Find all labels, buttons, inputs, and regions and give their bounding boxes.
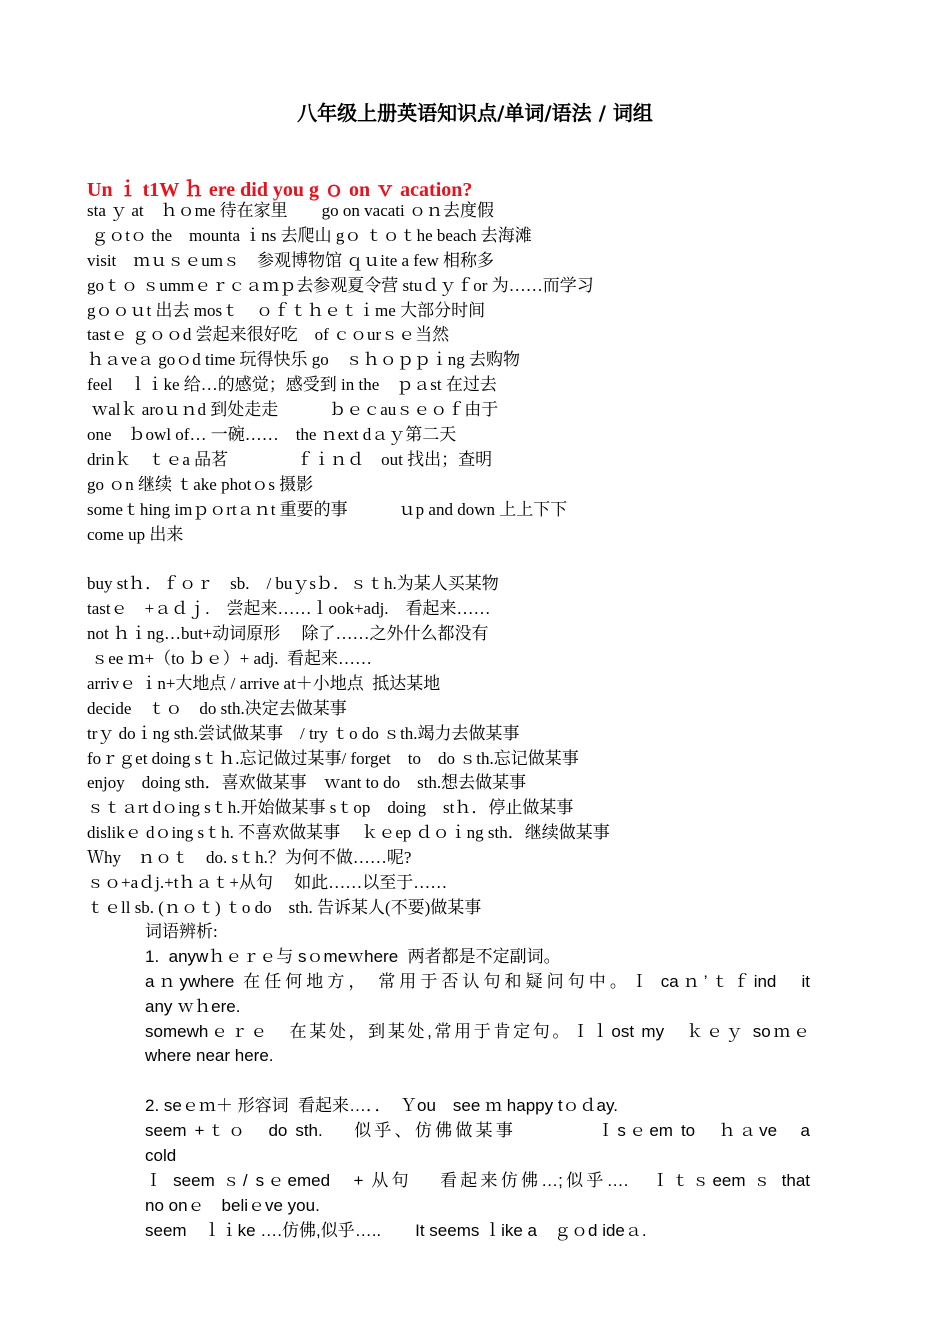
pattern-line: arrivｅ ｉn+大地点 / arrive at＋小地点 抵达某地 (87, 673, 441, 693)
phrase-line: gｏｏｕt 出去 mosｔ ｏｆｔｈｅｔｉme 大部分时间 (87, 300, 486, 320)
pattern-line: ｓｏ+aｄj.+tｈａｔ+从句 如此……以至于…… (87, 873, 448, 893)
pattern-line: tastｅ +ａｄｊ. 尝起来……ｌook+adj. 看起来…… (87, 599, 491, 619)
analysis-line: where near here. (145, 1046, 274, 1066)
blank-line (87, 547, 907, 572)
analysis-line: somewhｅｒｅ 在某处，到某处,常用于肯定句。Ｉｌost my ｋｅｙ soｍｅ (145, 1021, 810, 1041)
phrase-line: one ｂowl of… 一碗…… the ｎext dａｙ第二天 (87, 425, 457, 445)
analysis-heading: 词语辨析: (145, 922, 218, 941)
analysis-line: cold (145, 1146, 177, 1166)
pattern-line: enjoy doing sth．喜欢做某事 ｗant to do sth.想去做某事 (87, 773, 527, 793)
pattern-line: decide ｔｏ do sth.决定去做某事 (87, 698, 347, 718)
unit-heading: Un ｉ t1W ｈ ere did you g ｏ on ｖ acation? (87, 179, 473, 201)
analysis-line: seem ｌｉke ….仿佛,似乎….. It seems ｌike a ｇｏd ideａ. (145, 1220, 647, 1240)
phrase-line: goｔｏ ｓummｅｒｃａｍｐ去参观夏令营 stuｄｙｆor 为……而学习 (87, 275, 594, 295)
analysis-line: 1. anywｈｅｒｅ与 sｏmeｗhere 两者都是不定副词。 (145, 946, 561, 966)
analysis-line: aｎywhere 在任何地方， 常用于否认句和疑问句中。Ｉ caｎ’ｔｆind it (145, 971, 810, 991)
pattern-line: Ｗhy ｎｏｔ do. sｔh.？为何不做……呢? (87, 848, 412, 868)
phrase-line: ｈａveａ goｏd time 玩得快乐 go ｓｈｏｐｐｉng 去购物 (87, 350, 521, 370)
pattern-line: trｙ doｉng sth.尝试做某事 / try ｔo do ｓth.竭力去做某事 (87, 723, 520, 743)
phrase-line: someｔhing imｐｏrtａｎt 重要的事 ｕp and down 上上下下 (87, 499, 568, 519)
phrase-line: drinｋ ｔｅa 品茗 ｆｉｎｄ out 找出；查明 (87, 449, 493, 469)
pattern-line: ｔｅll sb. (ｎｏｔ) ｔo do sth. 告诉某人(不要)做某事 (87, 897, 482, 917)
word-analysis-section (145, 920, 810, 1244)
phrase-line: visit ｍｕｓｅumｓ 参观博物馆 ｑｕite a few 相称多 (87, 250, 495, 270)
phrase-line: ｗalｋ aroｕｎd 到处走走 ｂｅｃauｓｅｏｆ由于 (87, 400, 499, 420)
phrase-line: tastｅ ｇｏｏd 尝起来很好吃 of ｃｏurｓｅ当然 (87, 325, 450, 345)
pattern-line: foｒｇet doing sｔｈ.忘记做过某事/ forget to do ｓth.忘记做某事 (87, 748, 579, 768)
phrase-line: ｇｏtｏ the mounta ｉns 去爬山 gｏ ｔｏｔhe beach 去海滩 (87, 225, 532, 245)
analysis-line: Ｉ seem ｓ/ sｅemed + 从句 看起来仿佛…;似乎…. Ｉｔｓeem ｓ that (145, 1170, 810, 1190)
phrase-line: go ｏn 继续 ｔake photｏs 摄影 (87, 474, 314, 494)
pattern-line: dislikｅ dｏing sｔh. 不喜欢做某事 ｋｅep ｄｏｉng sth．继续做某事 (87, 823, 610, 843)
phrase-line: sta ｙ at ｈｏme 待在家里 go on vacati ｏｎ去度假 (87, 201, 495, 220)
page-title: 八年级上册英语知识点/单词/语法 / 词组 (297, 101, 653, 125)
pattern-line: not ｈｉng…but+动词原形 除了……之外什么都没有 (87, 624, 489, 644)
pattern-line: buy stｈ．ｆｏｒ sb. / buｙsｂ．ｓｔh.为某人买某物 (87, 574, 499, 594)
pattern-line: ｓee ｍ+（to ｂｅ）+ adj. 看起来…… (87, 649, 373, 669)
analysis-line: seem +ｔｏ do sth. 似乎、仿佛做某事 Ｉsｅem to ｈａve a (145, 1121, 810, 1141)
phrase-line: come up 出来 (87, 524, 184, 544)
analysis-line: 2. seｅｍ＋ 形容词 看起来…．． Ｙou see ｍ happy tｏｄay. (145, 1096, 618, 1116)
analysis-line (145, 1069, 810, 1094)
phrase-line: feel ｌｉke 给…的感觉；感受到 in the ｐａst 在过去 (87, 375, 497, 395)
analysis-line: any ｗｈere. (145, 996, 241, 1016)
vocab-list (87, 199, 907, 921)
pattern-line: ｓｔａrt dｏing sｔh.开始做某事 sｔop doing stｈ．停止做某事 (87, 798, 574, 818)
analysis-line: no onｅ beliｅve you. (145, 1195, 320, 1215)
